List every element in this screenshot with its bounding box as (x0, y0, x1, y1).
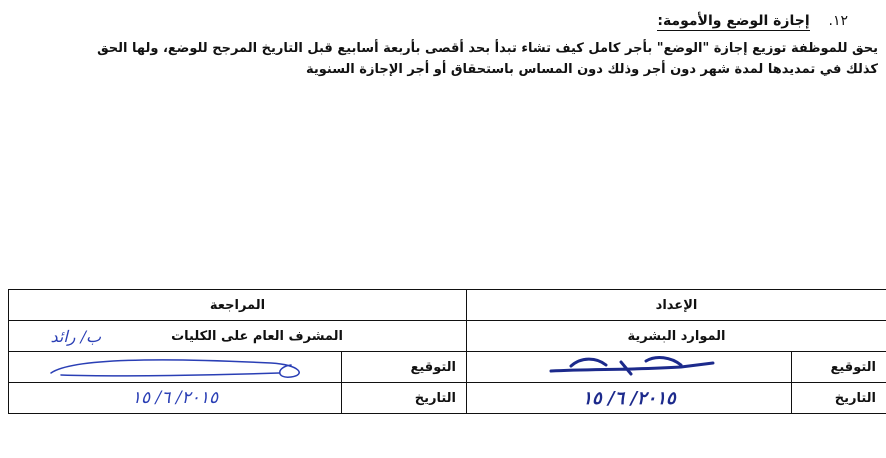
reviewer-party: المشرف العام على الكليات (171, 328, 343, 344)
section-paragraph (6, 38, 878, 80)
reviewer-signature-label: التوقيع (342, 352, 467, 383)
paragraph-line-1: يحق للموظفة توزيع إجازة "الوضع" بأجر كامل كيف تشاء تبدأ بحد أقصى بأربعة أسابيع قبل التاريخ المرجح للوضع، ولها الحق (97, 41, 878, 56)
reviewer-date-cell (9, 383, 342, 414)
reviewer-signature (21, 353, 331, 381)
preparer-signature-cell (467, 352, 792, 383)
reviewer-handwritten-date: ٢٠١٥/ ٦/ ١٥ (131, 388, 219, 408)
preparer-party: الموارد البشرية (467, 321, 886, 352)
preparer-date-label: التاريخ (792, 383, 886, 414)
section-heading (6, 10, 848, 32)
maternity-leave-section (6, 10, 878, 80)
preparer-date-cell (467, 383, 792, 414)
section-title: إجازة الوضع والأمومة: (657, 13, 810, 29)
reviewer-date-label: التاريخ (342, 383, 467, 414)
preparer-handwritten-date: ٢٠١٥/ ٦/ ١٥ (582, 387, 676, 409)
review-header: المراجعة (9, 290, 467, 321)
paragraph-line-2: كذلك في تمديدها لمدة شهر دون أجر وذلك دون المساس باستحقاق أو أجر الإجازة السنوية (305, 62, 878, 77)
preparer-signature (481, 353, 781, 381)
reviewer-party-cell (9, 321, 467, 352)
reviewer-signature-cell (9, 352, 342, 383)
section-number: ١٢. (828, 13, 848, 29)
approval-table (8, 289, 886, 414)
preparation-header: الإعداد (467, 290, 886, 321)
preparer-signature-label: التوقيع (792, 352, 886, 383)
reviewer-handwritten-name: ب/ رائد (50, 326, 102, 346)
